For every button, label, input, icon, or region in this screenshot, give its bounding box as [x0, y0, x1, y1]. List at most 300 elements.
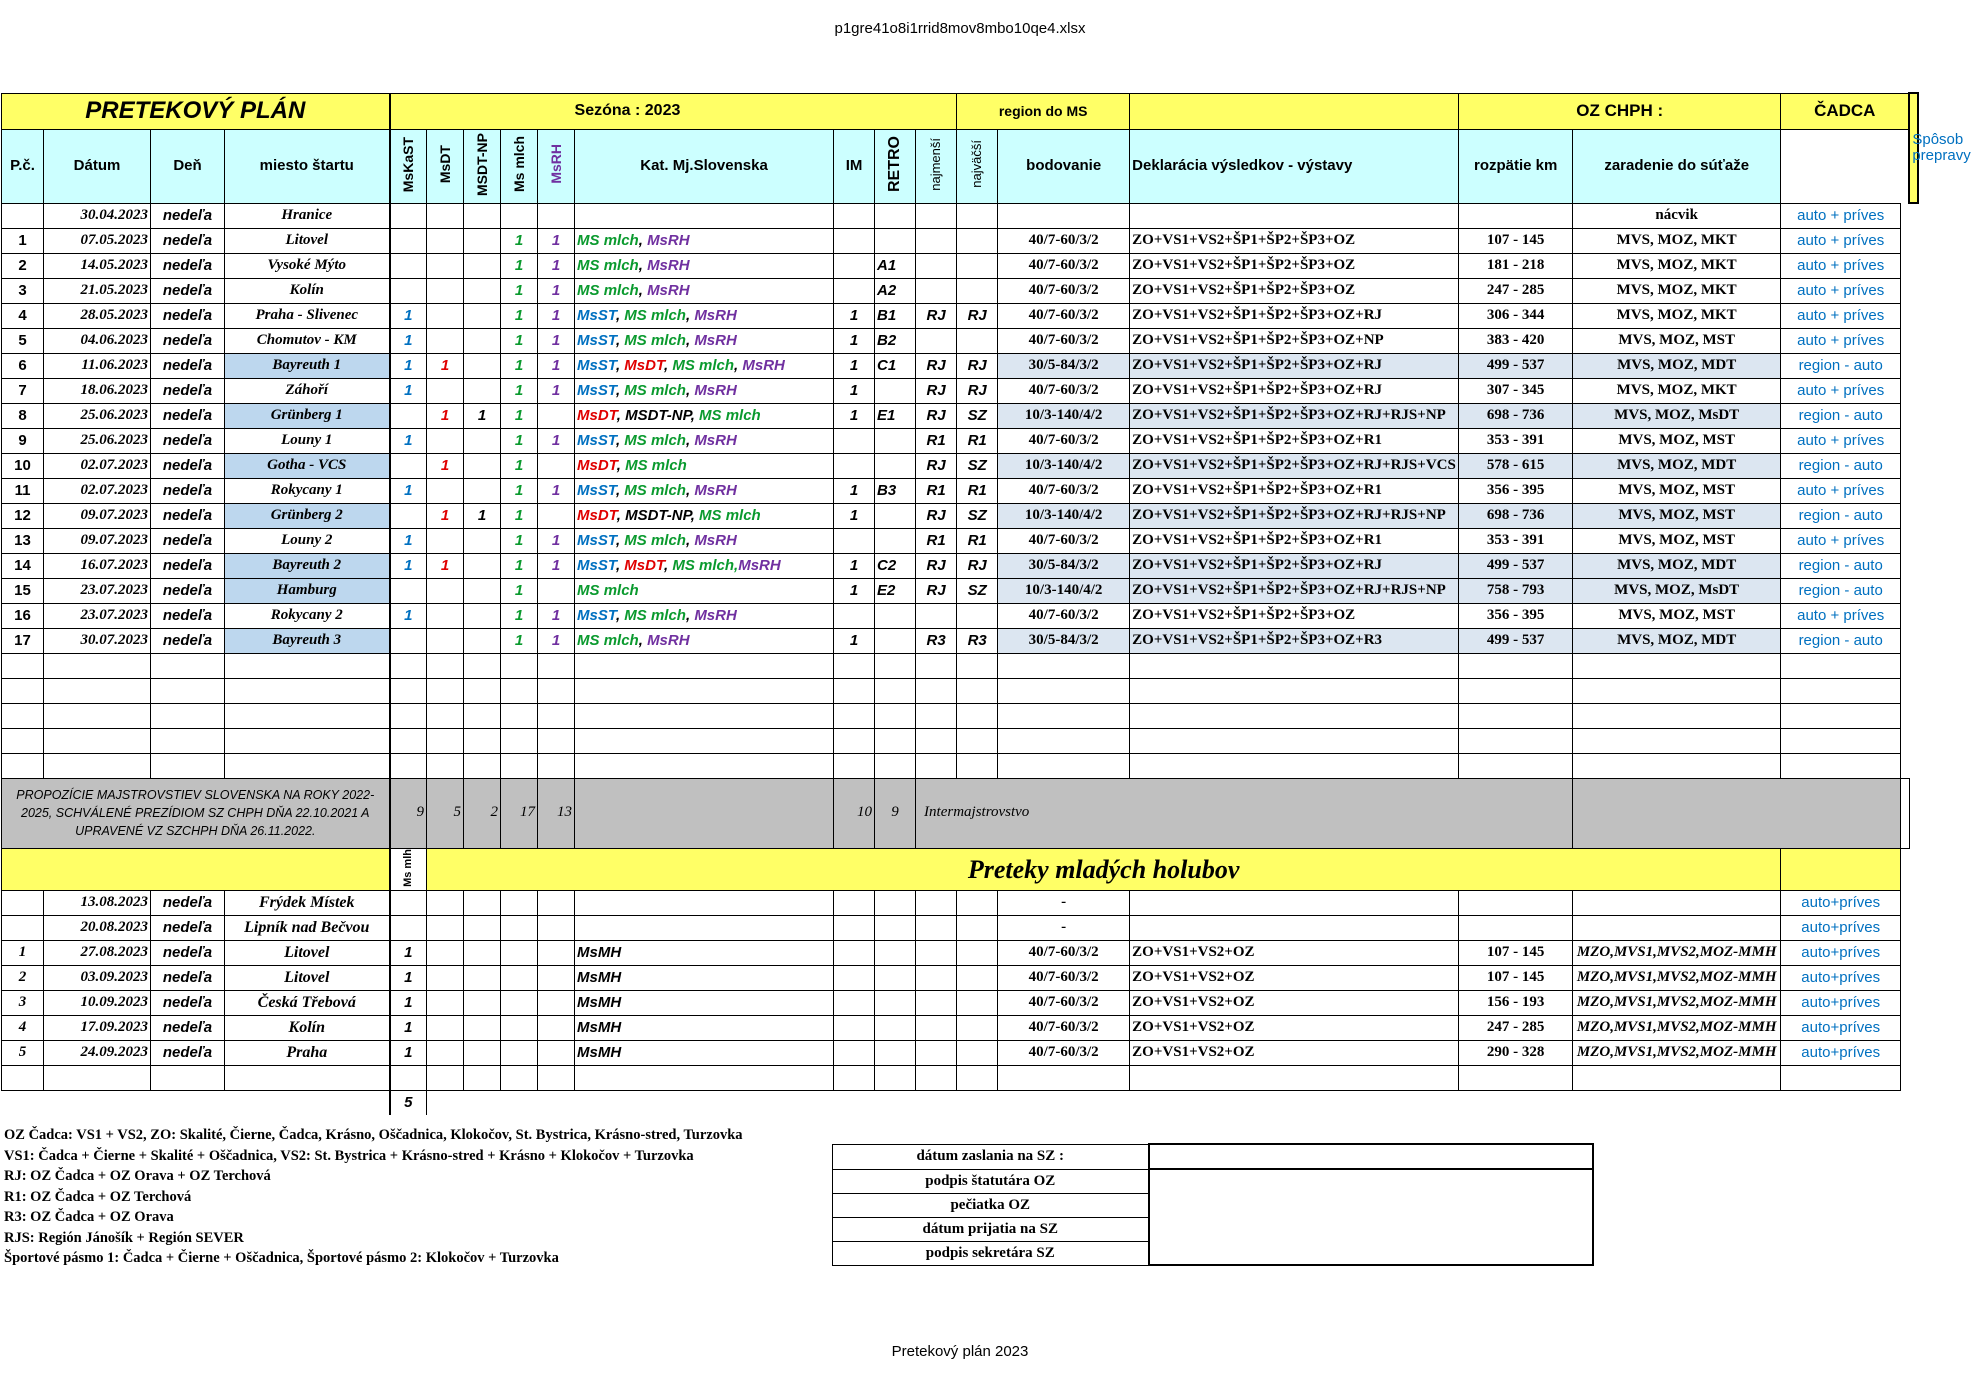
- race-flag-d: 1: [501, 553, 538, 578]
- race-flag-c: [464, 628, 501, 653]
- young-empty: [427, 916, 464, 941]
- race-region-max: SZ: [957, 503, 998, 528]
- category-part: MsST: [577, 331, 616, 349]
- empty-cell: [538, 728, 575, 753]
- category-part: ,: [685, 381, 695, 399]
- empty-cell: [501, 753, 538, 778]
- race-categories: [575, 528, 834, 553]
- empty-cell: [875, 703, 916, 728]
- race-flag-c: [464, 253, 501, 278]
- race-retro: [875, 628, 916, 653]
- race-categories: [575, 553, 834, 578]
- race-scoring: 10/3-140/4/2: [998, 453, 1130, 478]
- race-categories: [575, 378, 834, 403]
- empty-row: [2, 728, 1919, 753]
- race-region-min: RJ: [916, 378, 957, 403]
- race-flag-b: [427, 478, 464, 503]
- category-part: ,: [638, 256, 648, 274]
- race-day: nedeľa: [151, 203, 225, 228]
- young-place: Kolín: [225, 1016, 390, 1041]
- race-date: 14.05.2023: [44, 253, 151, 278]
- young-empty: [916, 991, 957, 1016]
- race-number: 8: [2, 403, 44, 428]
- young-date: 24.09.2023: [44, 1041, 151, 1066]
- summary-empty: [1573, 778, 1901, 848]
- race-flag-e: 1: [538, 228, 575, 253]
- category-part: ,: [734, 356, 743, 374]
- note-line: Športové pásmo 1: Čadca + Čierne + Oščadnica, Športové pásmo 2: Klokočov + Turzovka: [4, 1250, 559, 1266]
- young-distance: [1459, 891, 1573, 916]
- category-part: ,: [685, 331, 695, 349]
- race-transport: auto + príves: [1781, 228, 1901, 253]
- race-distance: 353 - 391: [1459, 528, 1573, 553]
- young-number: [2, 916, 44, 941]
- race-region-max: R1: [957, 528, 998, 553]
- signature-field: [1149, 1169, 1593, 1265]
- race-region-min: [916, 603, 957, 628]
- race-place: Kolín: [225, 278, 390, 303]
- race-transport: auto + príves: [1781, 378, 1901, 403]
- race-categories: [575, 253, 834, 278]
- race-retro: [875, 228, 916, 253]
- young-date: 10.09.2023: [44, 991, 151, 1016]
- race-im: [834, 428, 875, 453]
- empty-cell: [916, 1066, 957, 1091]
- empty-cell: [538, 1066, 575, 1091]
- category-part: MS mlch: [624, 381, 686, 399]
- category-part: MsRH: [694, 331, 737, 349]
- race-distance: 356 - 395: [1459, 603, 1573, 628]
- col-msrh: [538, 129, 575, 203]
- race-flag-a: 1: [390, 353, 427, 378]
- race-flag-d: 1: [501, 628, 538, 653]
- col-zaradenie: zaradenie do súťaže: [1573, 129, 1781, 203]
- empty-cell: [427, 728, 464, 753]
- young-transport: auto+príves: [1781, 891, 1901, 916]
- young-empty: [427, 1016, 464, 1041]
- race-number: 3: [2, 278, 44, 303]
- empty-cell: [1781, 653, 1901, 678]
- young-date: 17.09.2023: [44, 1016, 151, 1041]
- race-flag-e: 1: [538, 628, 575, 653]
- race-competition: MVS, MOZ, MDT: [1573, 453, 1781, 478]
- race-scoring: 40/7-60/3/2: [998, 378, 1130, 403]
- race-flag-c: [464, 353, 501, 378]
- category-part: MS mlch: [699, 506, 761, 524]
- race-number: 14: [2, 553, 44, 578]
- race-scoring: 40/7-60/3/2: [998, 478, 1130, 503]
- race-categories: [575, 453, 834, 478]
- race-flag-e: 1: [538, 428, 575, 453]
- young-empty: [957, 1016, 998, 1041]
- race-date: 02.07.2023: [44, 478, 151, 503]
- category-part: MS mlch: [624, 481, 686, 499]
- empty-cell: [875, 678, 916, 703]
- empty-cell: [427, 678, 464, 703]
- race-flag-d: 1: [501, 578, 538, 603]
- race-day: nedeľa: [151, 403, 225, 428]
- young-empty: [464, 941, 501, 966]
- young-scoring: 40/7-60/3/2: [998, 966, 1130, 991]
- empty-cell: [427, 753, 464, 778]
- empty-cell: [875, 653, 916, 678]
- race-categories: [575, 203, 834, 228]
- race-flag-b: [427, 628, 464, 653]
- category-part: MS mlch: [624, 306, 686, 324]
- young-empty: [427, 891, 464, 916]
- young-distance: [1459, 916, 1573, 941]
- race-place: Litovel: [225, 228, 390, 253]
- race-region-max: [957, 253, 998, 278]
- race-competition: MVS, MOZ, MsDT: [1573, 578, 1781, 603]
- young-col-label: [390, 848, 427, 891]
- race-distance: 307 - 345: [1459, 378, 1573, 403]
- race-flag-c: [464, 453, 501, 478]
- young-empty: [501, 941, 538, 966]
- race-row: [2, 503, 1919, 528]
- race-day: nedeľa: [151, 303, 225, 328]
- young-distance: 156 - 193: [1459, 991, 1573, 1016]
- race-region-min: RJ: [916, 403, 957, 428]
- empty-cell: [1459, 678, 1573, 703]
- young-category: [575, 891, 834, 916]
- category-part: ,: [664, 356, 673, 374]
- race-flag-b: [427, 428, 464, 453]
- category-part: ,: [638, 281, 648, 299]
- race-flag-e: 1: [538, 278, 575, 303]
- race-im: [834, 278, 875, 303]
- race-scoring: 40/7-60/3/2: [998, 228, 1130, 253]
- race-flag-a: [390, 503, 427, 528]
- young-empty: [427, 1041, 464, 1066]
- race-im: [834, 528, 875, 553]
- category-part: MsRH: [738, 556, 781, 574]
- col-najmensi: [916, 129, 957, 203]
- empty-cell: [501, 653, 538, 678]
- race-number: 13: [2, 528, 44, 553]
- race-flag-b: [427, 228, 464, 253]
- race-flag-c: [464, 428, 501, 453]
- race-region-max: R1: [957, 478, 998, 503]
- empty-cell: [875, 728, 916, 753]
- young-number: 5: [2, 1041, 44, 1066]
- empty-cell: [1459, 653, 1573, 678]
- race-distance: 698 - 736: [1459, 403, 1573, 428]
- empty-cell: [916, 678, 957, 703]
- empty-cell: [875, 753, 916, 778]
- race-region-max: SZ: [957, 403, 998, 428]
- race-date: 02.07.2023: [44, 453, 151, 478]
- race-declaration: ZO+VS1+VS2+ŠP1+ŠP2+ŠP3+OZ+RJ+RJS+NP: [1130, 403, 1459, 428]
- category-part: MsRH: [694, 431, 737, 449]
- empty-cell: [501, 728, 538, 753]
- race-flag-b: [427, 378, 464, 403]
- race-scoring: 10/3-140/4/2: [998, 503, 1130, 528]
- young-day: nedeľa: [151, 941, 225, 966]
- empty-cell: [1573, 703, 1781, 728]
- race-region-min: RJ: [916, 578, 957, 603]
- young-empty: [834, 966, 875, 991]
- race-date: 28.05.2023: [44, 303, 151, 328]
- plan-title-cell: [2, 93, 390, 129]
- race-region-max: [957, 278, 998, 303]
- category-part: ,: [615, 331, 625, 349]
- empty-cell: [957, 678, 998, 703]
- race-transport: region - auto: [1781, 403, 1901, 428]
- empty-cell: [44, 753, 151, 778]
- category-part: MS mlch: [624, 331, 686, 349]
- young-declaration: ZO+VS1+VS2+OZ: [1130, 1016, 1459, 1041]
- empty-cell: [1781, 1066, 1901, 1091]
- race-region-max: RJ: [957, 303, 998, 328]
- race-day: nedeľa: [151, 503, 225, 528]
- race-im: [834, 603, 875, 628]
- category-part: ,: [616, 456, 626, 474]
- race-scoring: 30/5-84/3/2: [998, 553, 1130, 578]
- empty-cell: [464, 1066, 501, 1091]
- col-msmlch: [501, 129, 538, 203]
- race-categories: [575, 428, 834, 453]
- category-part: ,: [616, 406, 626, 424]
- category-part: ,: [685, 481, 695, 499]
- race-flag-e: 1: [538, 478, 575, 503]
- young-scoring: 40/7-60/3/2: [998, 1016, 1130, 1041]
- race-flag-d: 1: [501, 503, 538, 528]
- race-region-min: [916, 253, 957, 278]
- note-line: VS1: Čadca + Čierne + Skalité + Oščadnica, VS2: St. Bystrica + Krásno-stred + Krásno + Klokočov + Turzovka: [4, 1147, 694, 1164]
- race-competition: MVS, MOZ, MST: [1573, 428, 1781, 453]
- race-day: nedeľa: [151, 578, 225, 603]
- race-competition: MVS, MOZ, MKT: [1573, 253, 1781, 278]
- young-transport: auto+príves: [1781, 916, 1901, 941]
- race-retro: A1: [875, 253, 916, 278]
- col-im: IM: [834, 129, 875, 203]
- empty-cell: [464, 753, 501, 778]
- note-line: RJ: OZ Čadca + OZ Orava + OZ Terchová: [4, 1168, 271, 1184]
- race-retro: C1: [875, 353, 916, 378]
- race-region-min: [916, 278, 957, 303]
- young-row: [2, 966, 1919, 991]
- empty-row: [2, 703, 1919, 728]
- young-distance: 290 - 328: [1459, 1041, 1573, 1066]
- race-region-min: [916, 228, 957, 253]
- race-retro: B2: [875, 328, 916, 353]
- col-mskast-label: MsKaST: [399, 136, 416, 192]
- race-number: 17: [2, 628, 44, 653]
- col-najvacsi-label: najväčší: [969, 140, 985, 188]
- empty-row: [2, 753, 1919, 778]
- young-empty: [427, 991, 464, 1016]
- col-msdt: [427, 129, 464, 203]
- race-distance: 306 - 344: [1459, 303, 1573, 328]
- race-region-max: [957, 328, 998, 353]
- notes-block: [4, 1125, 743, 1269]
- race-flag-a: [390, 228, 427, 253]
- race-flag-c: [464, 578, 501, 603]
- race-retro: [875, 528, 916, 553]
- signature-row: [833, 1144, 1593, 1169]
- race-number: 2: [2, 253, 44, 278]
- race-declaration: ZO+VS1+VS2+ŠP1+ŠP2+ŠP3+OZ+RJ+RJS+VCS: [1130, 453, 1459, 478]
- summary-msdtnp: 2: [464, 778, 501, 848]
- race-flag-d: 1: [501, 453, 538, 478]
- young-empty: [957, 991, 998, 1016]
- race-categories: [575, 503, 834, 528]
- race-im: 1: [834, 628, 875, 653]
- young-empty: [916, 1041, 957, 1066]
- race-number: 10: [2, 453, 44, 478]
- young-empty: [875, 991, 916, 1016]
- race-flag-e: [538, 503, 575, 528]
- race-row: [2, 478, 1919, 503]
- col-msmlch-label: Ms mlch: [510, 136, 527, 193]
- young-competition: MZO,MVS1,MVS2,MOZ-MMH: [1573, 966, 1781, 991]
- race-distance: 383 - 420: [1459, 328, 1573, 353]
- race-row: [2, 353, 1919, 378]
- race-declaration: ZO+VS1+VS2+ŠP1+ŠP2+ŠP3+OZ+R1: [1130, 478, 1459, 503]
- young-empty: [427, 941, 464, 966]
- young-transport: auto+príves: [1781, 1041, 1901, 1066]
- category-part: MS mlch: [624, 431, 686, 449]
- col-kat: Kat. Mj.Slovenska: [575, 129, 834, 203]
- young-total: 5: [390, 1091, 427, 1116]
- signature-label: dátum zaslania na SZ :: [833, 1144, 1149, 1169]
- signature-field: [1149, 1144, 1593, 1169]
- race-flag-d: 1: [501, 353, 538, 378]
- race-flag-d: 1: [501, 303, 538, 328]
- young-empty: [538, 966, 575, 991]
- category-part: MS mlch: [577, 281, 639, 299]
- young-distance: 107 - 145: [1459, 966, 1573, 991]
- race-transport: auto + príves: [1781, 303, 1901, 328]
- race-flag-d: 1: [501, 253, 538, 278]
- empty-cell: [1459, 728, 1573, 753]
- race-declaration: ZO+VS1+VS2+ŠP1+ŠP2+ŠP3+OZ+R3: [1130, 628, 1459, 653]
- race-number: [2, 203, 44, 228]
- race-region-min: RJ: [916, 553, 957, 578]
- young-place: Lipník nad Bečvou: [225, 916, 390, 941]
- col-najmensi-label: najmenší: [928, 137, 944, 191]
- race-flag-b: 1: [427, 353, 464, 378]
- young-number: 1: [2, 941, 44, 966]
- race-competition: MVS, MOZ, MKT: [1573, 378, 1781, 403]
- young-empty: [957, 916, 998, 941]
- race-retro: E1: [875, 403, 916, 428]
- race-date: 23.07.2023: [44, 603, 151, 628]
- race-place: Rokycany 1: [225, 478, 390, 503]
- empty-cell: [225, 653, 390, 678]
- young-flag: 1: [390, 966, 427, 991]
- empty-cell: [998, 703, 1130, 728]
- race-flag-b: [427, 603, 464, 628]
- empty-cell: [390, 728, 427, 753]
- race-transport: region - auto: [1781, 578, 1901, 603]
- col-day: Deň: [151, 129, 225, 203]
- transport-header: Spôsob prepravy: [1909, 93, 1918, 203]
- race-flag-c: 1: [464, 503, 501, 528]
- race-region-max: [957, 603, 998, 628]
- empty-cell: [464, 703, 501, 728]
- empty-cell: [427, 703, 464, 728]
- young-empty: [501, 1041, 538, 1066]
- race-im: 1: [834, 328, 875, 353]
- empty-cell: [575, 1066, 834, 1091]
- empty-cell: [538, 703, 575, 728]
- race-categories: [575, 403, 834, 428]
- race-flag-c: [464, 203, 501, 228]
- category-part: ,: [638, 231, 648, 249]
- young-empty: [427, 966, 464, 991]
- race-region-min: RJ: [916, 353, 957, 378]
- young-number: 2: [2, 966, 44, 991]
- category-part: MsST: [577, 431, 616, 449]
- young-row: [2, 1041, 1919, 1066]
- young-empty: [538, 941, 575, 966]
- empty-cell: [538, 753, 575, 778]
- race-flag-e: 1: [538, 528, 575, 553]
- race-place: Hranice: [225, 203, 390, 228]
- young-place: Praha: [225, 1041, 390, 1066]
- race-row: [2, 553, 1919, 578]
- empty-cell: [957, 653, 998, 678]
- race-declaration: ZO+VS1+VS2+ŠP1+ŠP2+ŠP3+OZ: [1130, 278, 1459, 303]
- young-empty: [834, 1016, 875, 1041]
- young-empty: [501, 916, 538, 941]
- race-categories: [575, 353, 834, 378]
- race-flag-d: 1: [501, 478, 538, 503]
- summary-kat: [575, 778, 834, 848]
- young-declaration: [1130, 916, 1459, 941]
- category-part: ,: [638, 631, 648, 649]
- race-transport: region - auto: [1781, 503, 1901, 528]
- note-line: R3: OZ Čadca + OZ Orava: [4, 1209, 174, 1225]
- category-part: MSDT-NP: [625, 406, 691, 424]
- race-region-max: [957, 203, 998, 228]
- category-part: MsRH: [647, 631, 690, 649]
- category-part: ,: [685, 606, 695, 624]
- race-im: 1: [834, 378, 875, 403]
- empty-cell: [834, 703, 875, 728]
- young-flag: 1: [390, 991, 427, 1016]
- young-header-right: [1781, 848, 1901, 891]
- race-row: [2, 428, 1919, 453]
- empty-cell: [1573, 753, 1781, 778]
- race-region-max: RJ: [957, 378, 998, 403]
- race-flag-b: [427, 528, 464, 553]
- race-region-min: R1: [916, 428, 957, 453]
- race-distance: 181 - 218: [1459, 253, 1573, 278]
- race-scoring: 30/5-84/3/2: [998, 628, 1130, 653]
- race-flag-c: [464, 378, 501, 403]
- young-flag: 1: [390, 941, 427, 966]
- empty-cell: [151, 1066, 225, 1091]
- young-empty: [538, 891, 575, 916]
- empty-cell: [575, 728, 834, 753]
- race-place: Louny 1: [225, 428, 390, 453]
- signature-label: podpis sekretára SZ: [833, 1241, 1149, 1265]
- race-date: 25.06.2023: [44, 428, 151, 453]
- note-line: R1: OZ Čadca + OZ Terchová: [4, 1188, 192, 1205]
- race-declaration: ZO+VS1+VS2+ŠP1+ŠP2+ŠP3+OZ: [1130, 253, 1459, 278]
- race-flag-d: 1: [501, 528, 538, 553]
- col-retro-label: RETRO: [885, 136, 903, 193]
- race-distance: 499 - 537: [1459, 553, 1573, 578]
- young-empty: [464, 991, 501, 1016]
- race-declaration: ZO+VS1+VS2+ŠP1+ŠP2+ŠP3+OZ+RJ+RJS+NP: [1130, 503, 1459, 528]
- race-row: [2, 528, 1919, 553]
- signature-label: dátum prijatia na SZ: [833, 1217, 1149, 1241]
- race-im: [834, 203, 875, 228]
